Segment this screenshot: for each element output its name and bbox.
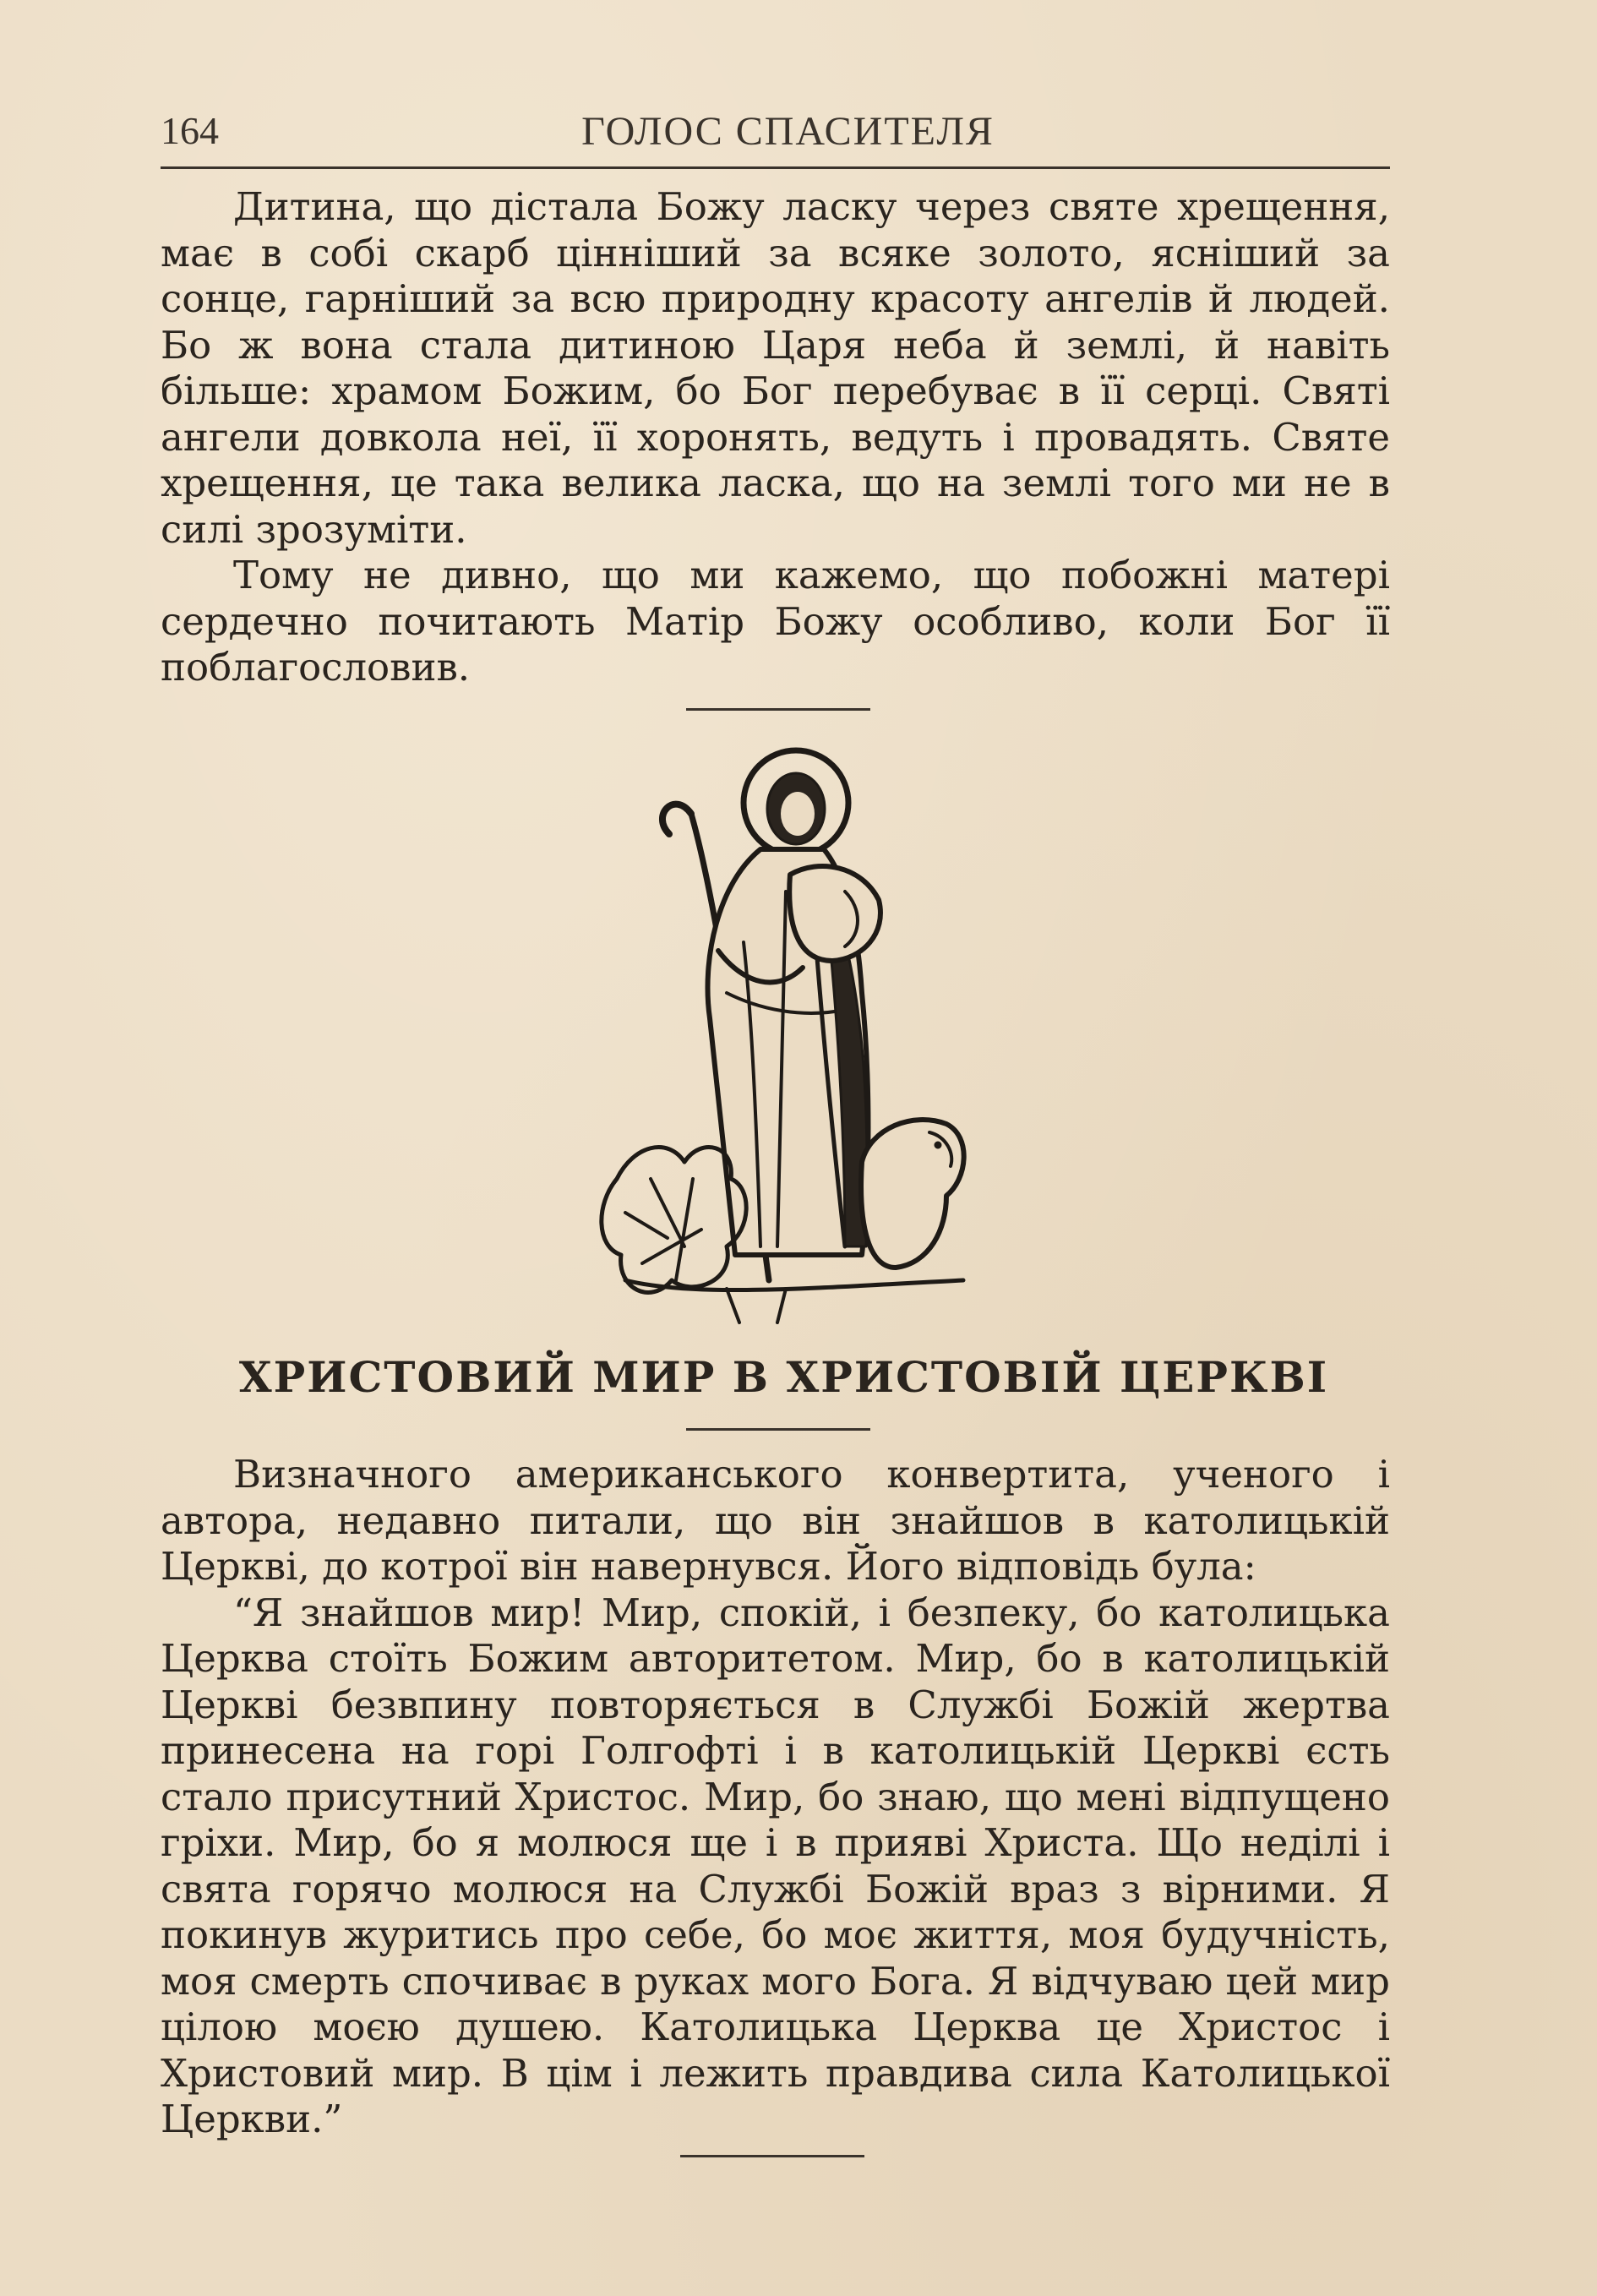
- good-shepherd-illustration: [591, 739, 972, 1331]
- paragraph: Дитина, що дістала Божу ласку через святе хрещення, має в собі скарб цінніший за всяке золото, ясніший за сонце, гарніший за всю природну красоту ангелів й людей. Бо ж вона стала дитиною Царя неба й землі, й навіть більше: храмом Божим, бо Бог перебуває в її серці. Святі ангели довкола неї, її хоронять, ведуть і провадять. Святе хрещення, це така велика ласка, що на землі того ми не в силі зрозуміти.: [161, 184, 1390, 552]
- title-divider: [686, 1428, 870, 1431]
- section-divider: [686, 708, 870, 711]
- page-header: [161, 108, 1390, 167]
- end-divider: [680, 2155, 864, 2157]
- running-title: ГОЛОС СПАСИТЕЛЯ: [581, 109, 995, 154]
- article-text: [161, 1452, 1390, 2143]
- page-number: 164: [161, 109, 219, 152]
- section-text: [161, 184, 1390, 691]
- paragraph: Тому не дивно, що ми кажемо, що побожні матері сердечно почитають Матір Божу особливо, коли Бог її поблагословив.: [161, 553, 1390, 690]
- header-rule: [161, 166, 1390, 169]
- article-title: ХРИСТОВИЙ МИР В ХРИСТОВІЙ ЦЕРКВІ: [238, 1352, 1329, 1402]
- paragraph: Визначного американського конвертита, ученого і автора, недавно питали, що він знайшов в католицькій Церкві, до котрої він навернувся. Його відповідь була:: [161, 1452, 1390, 1589]
- paragraph: “Я знайшов мир! Мир, спокій, і безпеку, бо католицька Церква стоїть Божим авторитетом. Мир, бо в католицькій Церкві безвпину повторяється в Службі Божій жертва принесена на горі Голгофті і в католицькій Церкві єсть стало присутний Христос. Мир, бо знаю, що мені відпущено гріхи. Мир, бо я молюся ще і в прияві Христа. Що неділі і свята горячо молюся на Службі Божій враз з вірними. Я покинув журитись про себе, бо моє життя, моя будучність, моя смерть спочиває в руках мого Бога. Я відчуваю цей мир цілою моєю душею. Католицька Церква це Христос і Христовий мир. В цім і лежить правдива сила Католицької Церкви.”: [161, 1590, 1390, 2141]
